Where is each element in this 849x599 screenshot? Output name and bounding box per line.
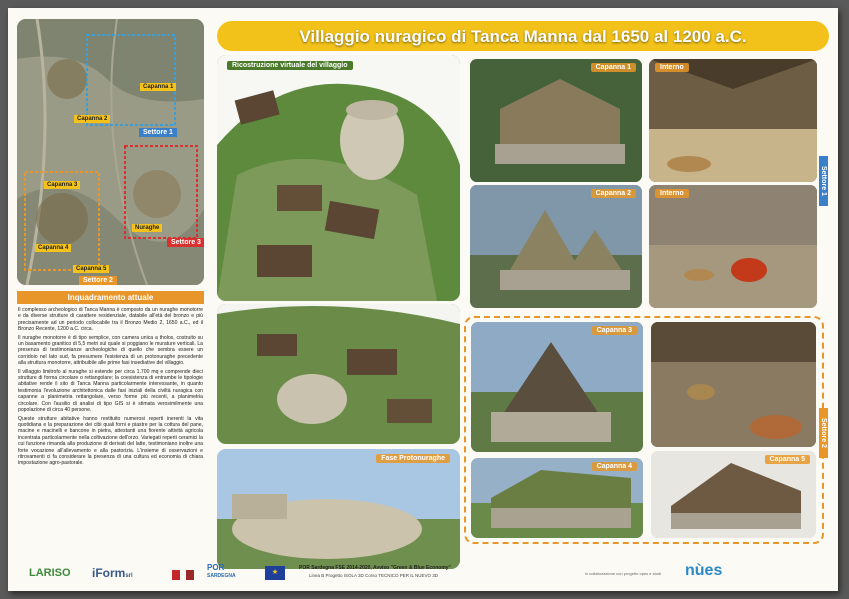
aerial-view-render	[217, 304, 460, 444]
capanna-2-render	[470, 185, 642, 308]
capanna-5-photo	[651, 451, 816, 538]
poster	[8, 8, 838, 591]
text-paragraph-2: Il nuraghe monotorre è di tipo semplice, con camera unica a tholos, costruito su un basamento granitico di 5,5 metri sul quale si poggiano le murature verticali. La presenza di testimonianze archeologiche di quello che sembra essere un corridoio nel lato sud, fa presumere l'esistenza di un protonuraghe precedente alla struttura monotorre, attribuibile alle prime fasi insediative del villaggio.	[18, 334, 203, 367]
protonuraghe-label: Fase Protonuraghe	[376, 454, 450, 463]
interno-1-photo	[649, 59, 817, 182]
map-label-capanna-1: Capanna 1	[140, 83, 176, 91]
capanna-3-label: Capanna 3	[592, 326, 637, 335]
reconstruction-label: Ricostruzione virtuale del villaggio	[227, 61, 353, 70]
interno-1-label: Interno	[655, 63, 689, 72]
settore-2-side-label: Settore 2	[819, 408, 828, 458]
capanna-4-photo	[471, 458, 643, 538]
footer	[17, 562, 829, 588]
eu-emblems	[172, 567, 202, 581]
title-bar	[217, 21, 829, 51]
footer-project-line-1: POR Sardegna FSE 2014-2020, Avviso "Green & Blue Economy"	[299, 565, 451, 571]
text-paragraph-4: Queste strutture abitative hanno restituito numerosi reperti inerenti la vita quotidiana e la preparazione dei cibi quali forni e piastre per la cottura del pane, macine e macinelli e bancone in pietra, attestanti una fiorente attività agricola incentrata particolarmente nella coltivazione dell'orzo. Variegati reperti ceramici la cui funzione rimanda alla produzione di derivati del latte, testimoniano inoltre una forte vocazione all'allevamento e alla pastorizia. L'insieme di osservazioni e ritrovamenti ci fa considerare la presenza di una cultura ed economia di chiara impostazione agro-pastorale.	[18, 415, 203, 467]
capanna-2-label: Capanna 2	[591, 189, 636, 198]
capanna-3-render	[471, 322, 643, 452]
flag-icon-1	[172, 570, 180, 580]
footer-collaboration-note: in collaborazione con progetto opes e studi	[585, 571, 662, 576]
flag-icon-2	[186, 570, 194, 580]
aerial-view-image	[217, 304, 460, 444]
capanna-5-render	[651, 451, 816, 538]
text-heading: Inquadramento attuale	[17, 291, 204, 304]
settore-1-side-label: Settore 1	[819, 156, 828, 206]
site-map	[17, 19, 204, 285]
reconstruction-image	[217, 55, 460, 301]
page-title: Villaggio nuragico di Tanca Manna dal 1650 al 1200 a.C.	[299, 27, 747, 46]
capanna-4-label: Capanna 4	[592, 462, 637, 471]
sector-3-badge: Settore 3	[167, 238, 204, 247]
nues-logo: nùes	[685, 562, 723, 579]
por-logo: POR SARDEGNA	[207, 563, 236, 579]
text-panel	[17, 291, 204, 559]
capanna-5-label: Capanna 5	[765, 455, 810, 464]
map-label-capanna-4: Capanna 4	[35, 244, 71, 252]
interno-3-photo	[651, 322, 816, 447]
map-label-nuraghe: Nuraghe	[132, 224, 162, 232]
iform-logo: iFormsrl	[92, 566, 133, 580]
interno-2-photo	[649, 185, 817, 308]
map-label-capanna-3: Capanna 3	[44, 181, 80, 189]
protonuraghe-render	[217, 449, 460, 569]
capanna-3-photo	[471, 322, 643, 452]
text-body	[17, 304, 204, 467]
interno-2-render	[649, 185, 817, 308]
interno-1-render	[649, 59, 817, 182]
capanna-1-render	[470, 59, 642, 182]
map-label-capanna-2: Capanna 2	[74, 115, 110, 123]
footer-project-line-2: Linea B Progetto ISOLA 3D Corso TECNICO PER IL NUEVO 3D	[309, 573, 439, 578]
interno-2-label: Interno	[655, 189, 689, 198]
interno-3-render	[651, 322, 816, 447]
reconstruction-render	[217, 55, 460, 301]
sector-1-badge: Settore 1	[139, 128, 177, 137]
protonuraghe-image	[217, 449, 460, 569]
capanna-1-photo	[470, 59, 642, 182]
capanna-2-photo	[470, 185, 642, 308]
sector-2-badge: Settore 2	[79, 276, 117, 285]
capanna-1-label: Capanna 1	[591, 63, 636, 72]
eu-flag-icon: ★	[265, 566, 285, 580]
text-paragraph-3: Il villaggio limitrofo al nuraghe si estende per circa 1.700 mq e comprende dieci strutture di forma circolare o rettangolare; la coesistenza di entrambe le tipologie abitative rende il sito di Tanca Manna particolarmente interessante, in quanto testimonia l'evoluzione architettonica dalle fasi iniziali della civiltà nuragica con capanne a planimetria rettangolare, verso forme più recenti, a planimetria circolare. Con l'ausilio di analisi di tipo GIS si è stimata verosimilmente una popolazione di circa 40 persone.	[18, 368, 203, 414]
text-paragraph-1: Il complesso archeologico di Tanca Manna è composto da un nuraghe monotorre e da diverse strutture di carattere residenziale, databile all'età del bronzo e più precisamente ad un periodo collocabile tra il Bronzo Medio 2, 1650 a.C., ed il Bronzo Recente, 1200 a.C. circa.	[18, 307, 203, 333]
map-label-capanna-5: Capanna 5	[73, 265, 109, 273]
lariso-logo: LARISO	[29, 567, 71, 579]
